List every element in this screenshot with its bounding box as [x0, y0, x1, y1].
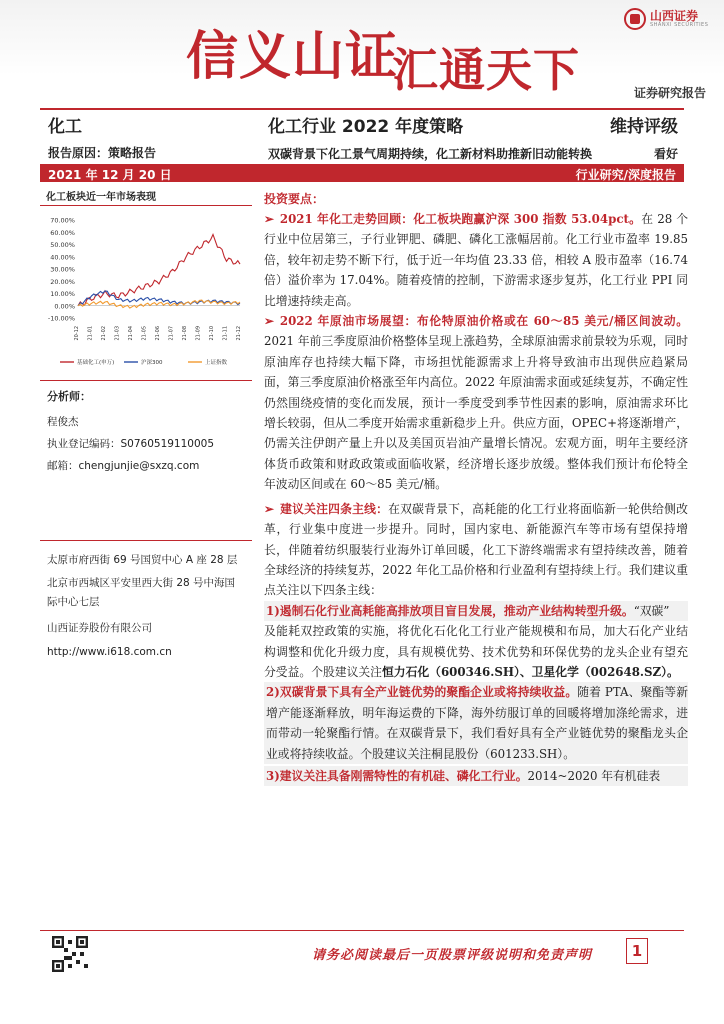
page-number: 1 — [626, 938, 648, 964]
report-reason: 报告原因：策略报告 — [48, 146, 157, 160]
x-tick-label: 21-06 — [155, 326, 161, 341]
y-tick-label: 0.00% — [54, 302, 75, 311]
analyst-label: 分析师： — [47, 390, 91, 403]
y-tick-label: 40.00% — [50, 253, 75, 262]
series-line-0 — [78, 235, 240, 306]
main-content — [264, 190, 688, 786]
series-line-2 — [78, 300, 240, 308]
y-tick-label: 70.00% — [50, 216, 75, 225]
x-tick-label: 21-02 — [101, 326, 107, 341]
x-tick-label: 21-08 — [182, 326, 188, 341]
analyst-name: 程俊杰 — [47, 416, 79, 428]
themes-text: 在双碳背景下，高耗能的化工行业将面临新一轮供给侧改革，行业集中度进一步提升。同时，国内家电、新能源汽车等市场有望保持增长，伴随着纺织服装行业海外订单回暖，化工下游终端需求有望持续改善，随着全球经济的持续复苏，2022 年化工品价格和行业盈利有望持续上行。我们建议重点关注以下四条主线： — [264, 501, 688, 598]
x-tick-label: 21-03 — [114, 326, 121, 341]
y-tick-label: 10.00% — [50, 290, 75, 298]
legend-label: 沪深300 — [141, 360, 163, 366]
point-2-stocks: 桐昆股份（601233.SH）。 — [431, 746, 576, 761]
y-tick-label: -10.00% — [47, 314, 75, 323]
x-tick-label: 21-04 — [128, 326, 134, 341]
logo-icon — [624, 8, 646, 30]
disclaimer-note: 请务必阅读最后一页股票评级说明和免责声明 — [312, 948, 593, 963]
y-tick-label: 30.00% — [50, 265, 75, 274]
logo-name: 山西证券 — [650, 9, 699, 23]
address-beijing: 北京市西城区平安里西大街 28 号中海国际中心七层 — [47, 577, 236, 608]
point-1-lead: “双碳” — [633, 603, 670, 618]
sidebar-divider — [40, 380, 252, 381]
report-type: 证券研究报告 — [633, 86, 706, 100]
legend-label: 基础化工(申万) — [77, 360, 115, 366]
x-tick-label: 20-12 — [74, 326, 80, 341]
x-tick-label: 21-07 — [168, 326, 175, 341]
rating-value: 看好 — [653, 147, 678, 161]
footer-rule — [40, 930, 684, 931]
address-taiyuan: 太原市府西街 69 号国贸中心 A 座 28 层 — [47, 554, 238, 566]
review-text: 在 28 个行业中位居第三，子行业钾肥、磷肥、磷化工涨幅居前。化工行业市盈率 19.85 倍，较年初走势不断下行，低于近一年均值 23.33 倍，相较 A 股市盈率（16.74 倍）溢价率为 17.04%。随着疫情的控制，下游需求逐步复苏，化工行业 PPI 同比增速持续走高。 — [264, 212, 688, 308]
sector-label: 化工 — [48, 117, 82, 137]
sidebar — [40, 184, 252, 374]
company-logo — [624, 8, 708, 30]
logo-english: SHANXI SECURITIES — [650, 22, 709, 28]
section-title: 投资要点： — [264, 192, 325, 206]
arrow-icon: ➢ — [264, 314, 274, 329]
themes-headline: 建议关注四条主线： — [279, 501, 389, 516]
oil-text: 2021 年前三季度原油价格整体呈现上涨趋势，全球原油需求前景较为乐观，同时原油库存也持续大幅下降，市场担忧能源需求上升将导致油市出现供应趋紧局面，第三季度原油价格涨至年内高位。2022 年原油需求面或延续复苏，不确定性仍然围绕疫情的变化而发展，预计一季度受到季节性因素的影响，原油需求环比增长较弱，但从二季度开始需求重新稳步上升。供应方面，OPEC+将逐渐增产，仍需关注伊朗产量上升以及美国页岩油产量增长情况。宏观方面，明年主要经济体货币政策和财政政策或面临收紧，经济增长逐步放缓。整体我们预计布伦特全年波动区间或在 60～85 美元/桶。 — [264, 334, 688, 492]
rating-label: 维持评级 — [610, 117, 678, 137]
point-1-desc: 及能耗双控政策的实施，将优化石化化工行业产能规模和布局，加大石化产业结构调整和优化升级力度，具有规模优势、技术优势和环保优势的龙头企业有望充分受益。个股建议关注恒力石化（600346.SH）、卫星化学（002648.SZ）。 — [264, 624, 688, 679]
x-tick-label: 21-09 — [195, 326, 202, 341]
legend-label: 上证指数 — [205, 360, 228, 366]
point-3-title: 3)建议关注具备刚需特性的有机硅、磷化工行业。2014~2020 年有机硅表 — [264, 766, 688, 786]
company-website[interactable]: http://www.i618.com.cn — [47, 646, 172, 658]
y-tick-label: 20.00% — [50, 277, 75, 286]
chart-title: 化工板块近一年市场表现 — [40, 184, 252, 206]
x-tick-label: 21-05 — [141, 326, 148, 341]
y-tick-label: 50.00% — [50, 241, 75, 249]
report-subtitle: 双碳背景下化工景气周期持续，化工新材料助推新旧动能转换 — [268, 147, 593, 161]
arrow-icon: ➢ — [264, 212, 274, 226]
title-rule — [40, 108, 684, 110]
point-2-lead: 随着 PTA、聚酯等新增产能逐渐释放，明年海运费的下降，海外纺服订单的回暖将增加涤纶需求，进而带动一轮聚酯行情。在双碳背景下，我们看好具有全产业链优势的聚酯龙头企业或将持续收益。个股建议关注 — [266, 685, 688, 761]
qr-code-icon — [52, 936, 88, 972]
analyst-email[interactable]: 邮箱：chengjunjie@sxzq.com — [47, 460, 200, 472]
oil-headline: 2022 年原油市场展望：布伦特原油价格或在 60～85 美元/桶区间波动。 — [279, 314, 688, 329]
x-tick-label: 21-11 — [222, 326, 229, 341]
date-bar — [40, 164, 684, 182]
point-1-title: 1)遏制石化行业高耗能高排放项目盲目发展，推动产业结构转型升级。“双碳” — [264, 601, 688, 621]
slogan-part2: 汇通天下 — [392, 43, 580, 97]
y-tick-label: 60.00% — [50, 228, 75, 237]
performance-chart — [40, 206, 252, 374]
slogan-part1: 信义山证 — [186, 27, 399, 87]
x-tick-label: 21-01 — [87, 326, 94, 341]
report-title: 化工行业 2022 年度策略 — [268, 117, 464, 137]
point-3-text: 2014~2020 年有机硅表 — [527, 768, 661, 783]
x-tick-label: 21-10 — [209, 326, 215, 341]
analyst-license: 执业登记编码：S0760519110005 — [47, 438, 215, 450]
point-1-stocks: 恒力石化（600346.SH）、卫星化学（002648.SZ）。 — [381, 664, 679, 679]
chart-svg — [40, 206, 252, 374]
report-category: 行业研究/深度报告 — [575, 168, 676, 182]
paragraph-oil — [264, 311, 688, 495]
company-name: 山西证券股份有限公司 — [47, 622, 152, 634]
paragraph-review — [264, 209, 688, 311]
point-2-title: 2)双碳背景下具有全产业链优势的聚酯企业或将持续收益。随着 PTA、聚酯等新增产能逐渐释放，明年海运费的下降，海外纺服订单的回暖将增加涤纶需求，进而带动一轮聚酯行情。在双碳背景下，我们看好具有全产业链优势的聚酯龙头企业或将持续收益。个股建议关注桐昆股份（601233.SH）。 — [264, 682, 688, 764]
report-date: 2021 年 12 月 20 日 — [48, 168, 172, 182]
x-tick-label: 21-12 — [236, 326, 242, 341]
paragraph-themes — [264, 499, 688, 601]
review-headline: 2021 年化工走势回顾：化工板块跑赢沪深 300 指数 53.04pct。 — [279, 212, 642, 226]
sidebar-divider-2 — [40, 540, 252, 541]
arrow-icon: ➢ — [264, 501, 274, 516]
